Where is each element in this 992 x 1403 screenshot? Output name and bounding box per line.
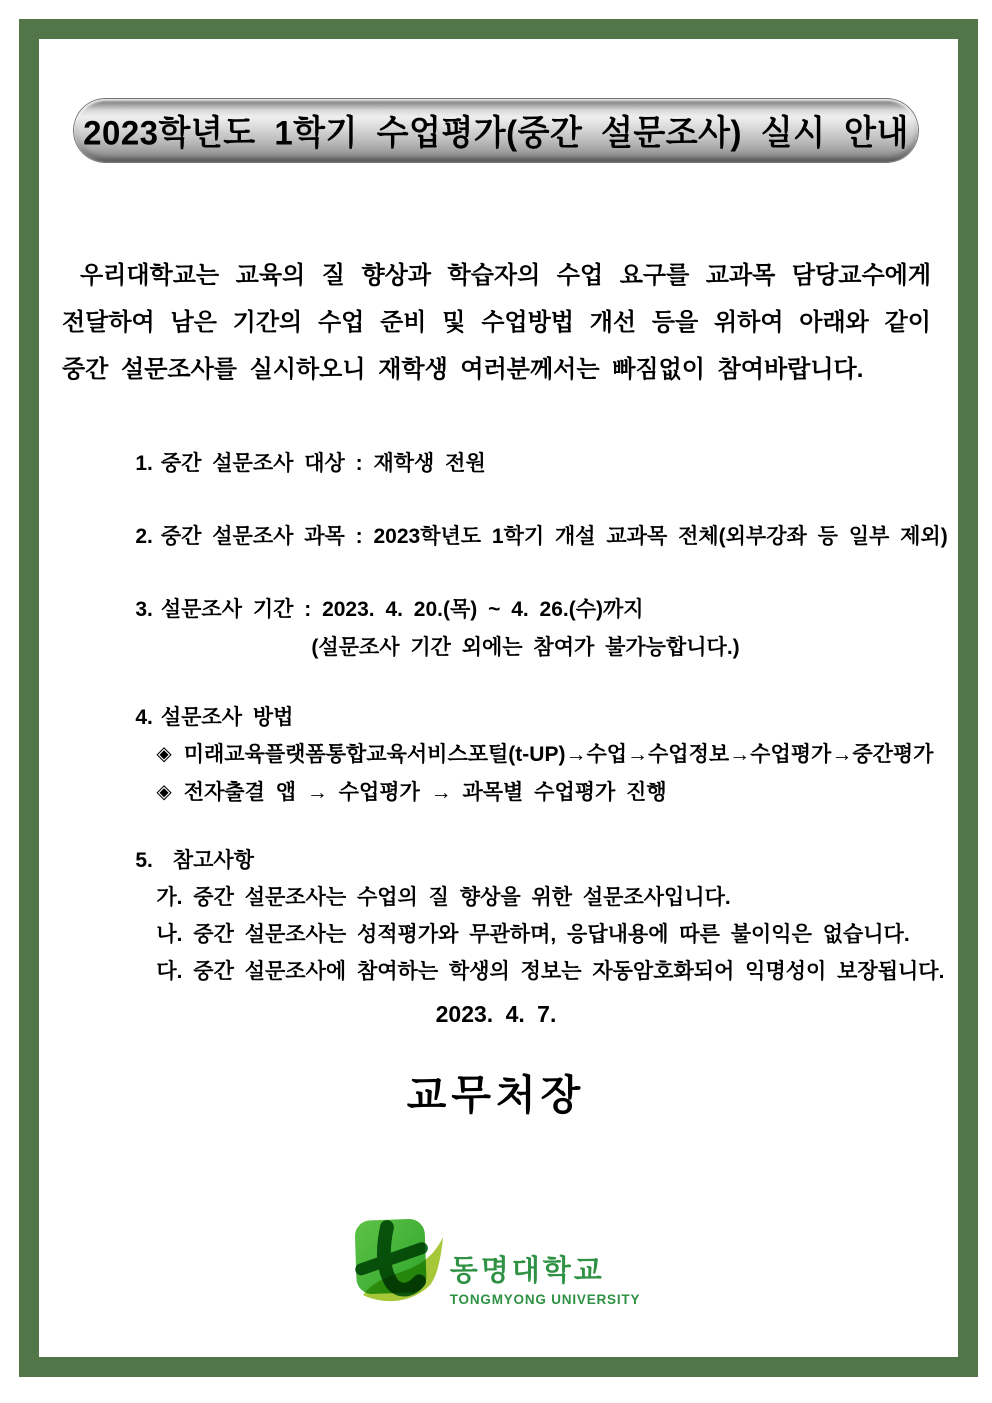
item-3-note-text: (설문조사 기간 외에는 참여가 불가능합니다.)	[311, 636, 740, 659]
notice-date: 2023. 4. 7.	[435, 1001, 557, 1027]
diamond-bullet-icon: ◈	[156, 743, 172, 765]
item-5-number: 5.	[135, 849, 153, 872]
item-1-text: 중간 설문조사 대상 : 재학생 전원	[160, 452, 486, 475]
intro-paragraph: 우리대학교는 교육의 질 향상과 학습자의 수업 요구를 교과목 담당교수에게 전달하여 남은 기간의 수업 준비 및 수업방법 개선 등을 위하여 아래와 같이 중간 설문조사를 실시하오니 재학생 여러분께서는 빠짐없이 참여바랍니다.	[62, 262, 931, 383]
list-item-4-bullet-2	[113, 752, 667, 830]
signature-title: 교무처장	[406, 1072, 586, 1118]
bullet-1-text: 미래교육플랫폼통합교육서비스포털(t-UP)→수업→수업정보→수업평가→중간평가	[183, 743, 934, 766]
tongmyong-logo-icon	[352, 1210, 444, 1314]
list-item-1	[92, 423, 486, 501]
sub-na-text: 나. 중간 설문조사는 성적평가와 무관하며, 응답내용에 따른 불이익은 없습니다.	[156, 923, 910, 946]
sub-da-text: 다. 중간 설문조사에 참여하는 학생의 정보는 자동암호화되어 익명성이 보장됩니다.	[156, 960, 945, 983]
title-banner	[74, 99, 918, 162]
item-1-number: 1.	[135, 452, 153, 475]
logo-korean-name: 동명대학교	[449, 1254, 605, 1287]
university-logo	[0, 1210, 992, 1314]
item-4-text: 설문조사 방법	[160, 706, 294, 729]
diamond-bullet-icon: ◈	[156, 781, 172, 803]
item-5-text: 참고사항	[172, 849, 255, 872]
logo-english-name: TONGMYONG UNIVERSITY	[449, 1291, 641, 1307]
list-item-5-sub-da	[113, 931, 944, 1009]
item-2-text: 중간 설문조사 과목 : 2023학년도 1학기 개설 교과목 전체(외부강좌 등 일부 제외)	[160, 525, 948, 548]
logo-text-block	[450, 1218, 641, 1307]
list-item-3-note	[268, 607, 740, 685]
list-item-2	[92, 496, 948, 574]
sub-ga-text: 가. 중간 설문조사는 수업의 질 향상을 위한 설문조사입니다.	[156, 886, 731, 909]
item-2-number: 2.	[135, 525, 153, 548]
item-3-number: 3.	[135, 598, 153, 621]
page-title: 2023학년도 1학기 수업평가(중간 설문조사) 실시 안내	[83, 113, 909, 153]
item-4-number: 4.	[135, 706, 153, 729]
item-3-text: 설문조사 기간 : 2023. 4. 20.(목) ~ 4. 26.(수)까지	[160, 598, 644, 621]
bullet-2-text: 전자출결 앱 → 수업평가 → 과목별 수업평가 진행	[183, 781, 667, 804]
